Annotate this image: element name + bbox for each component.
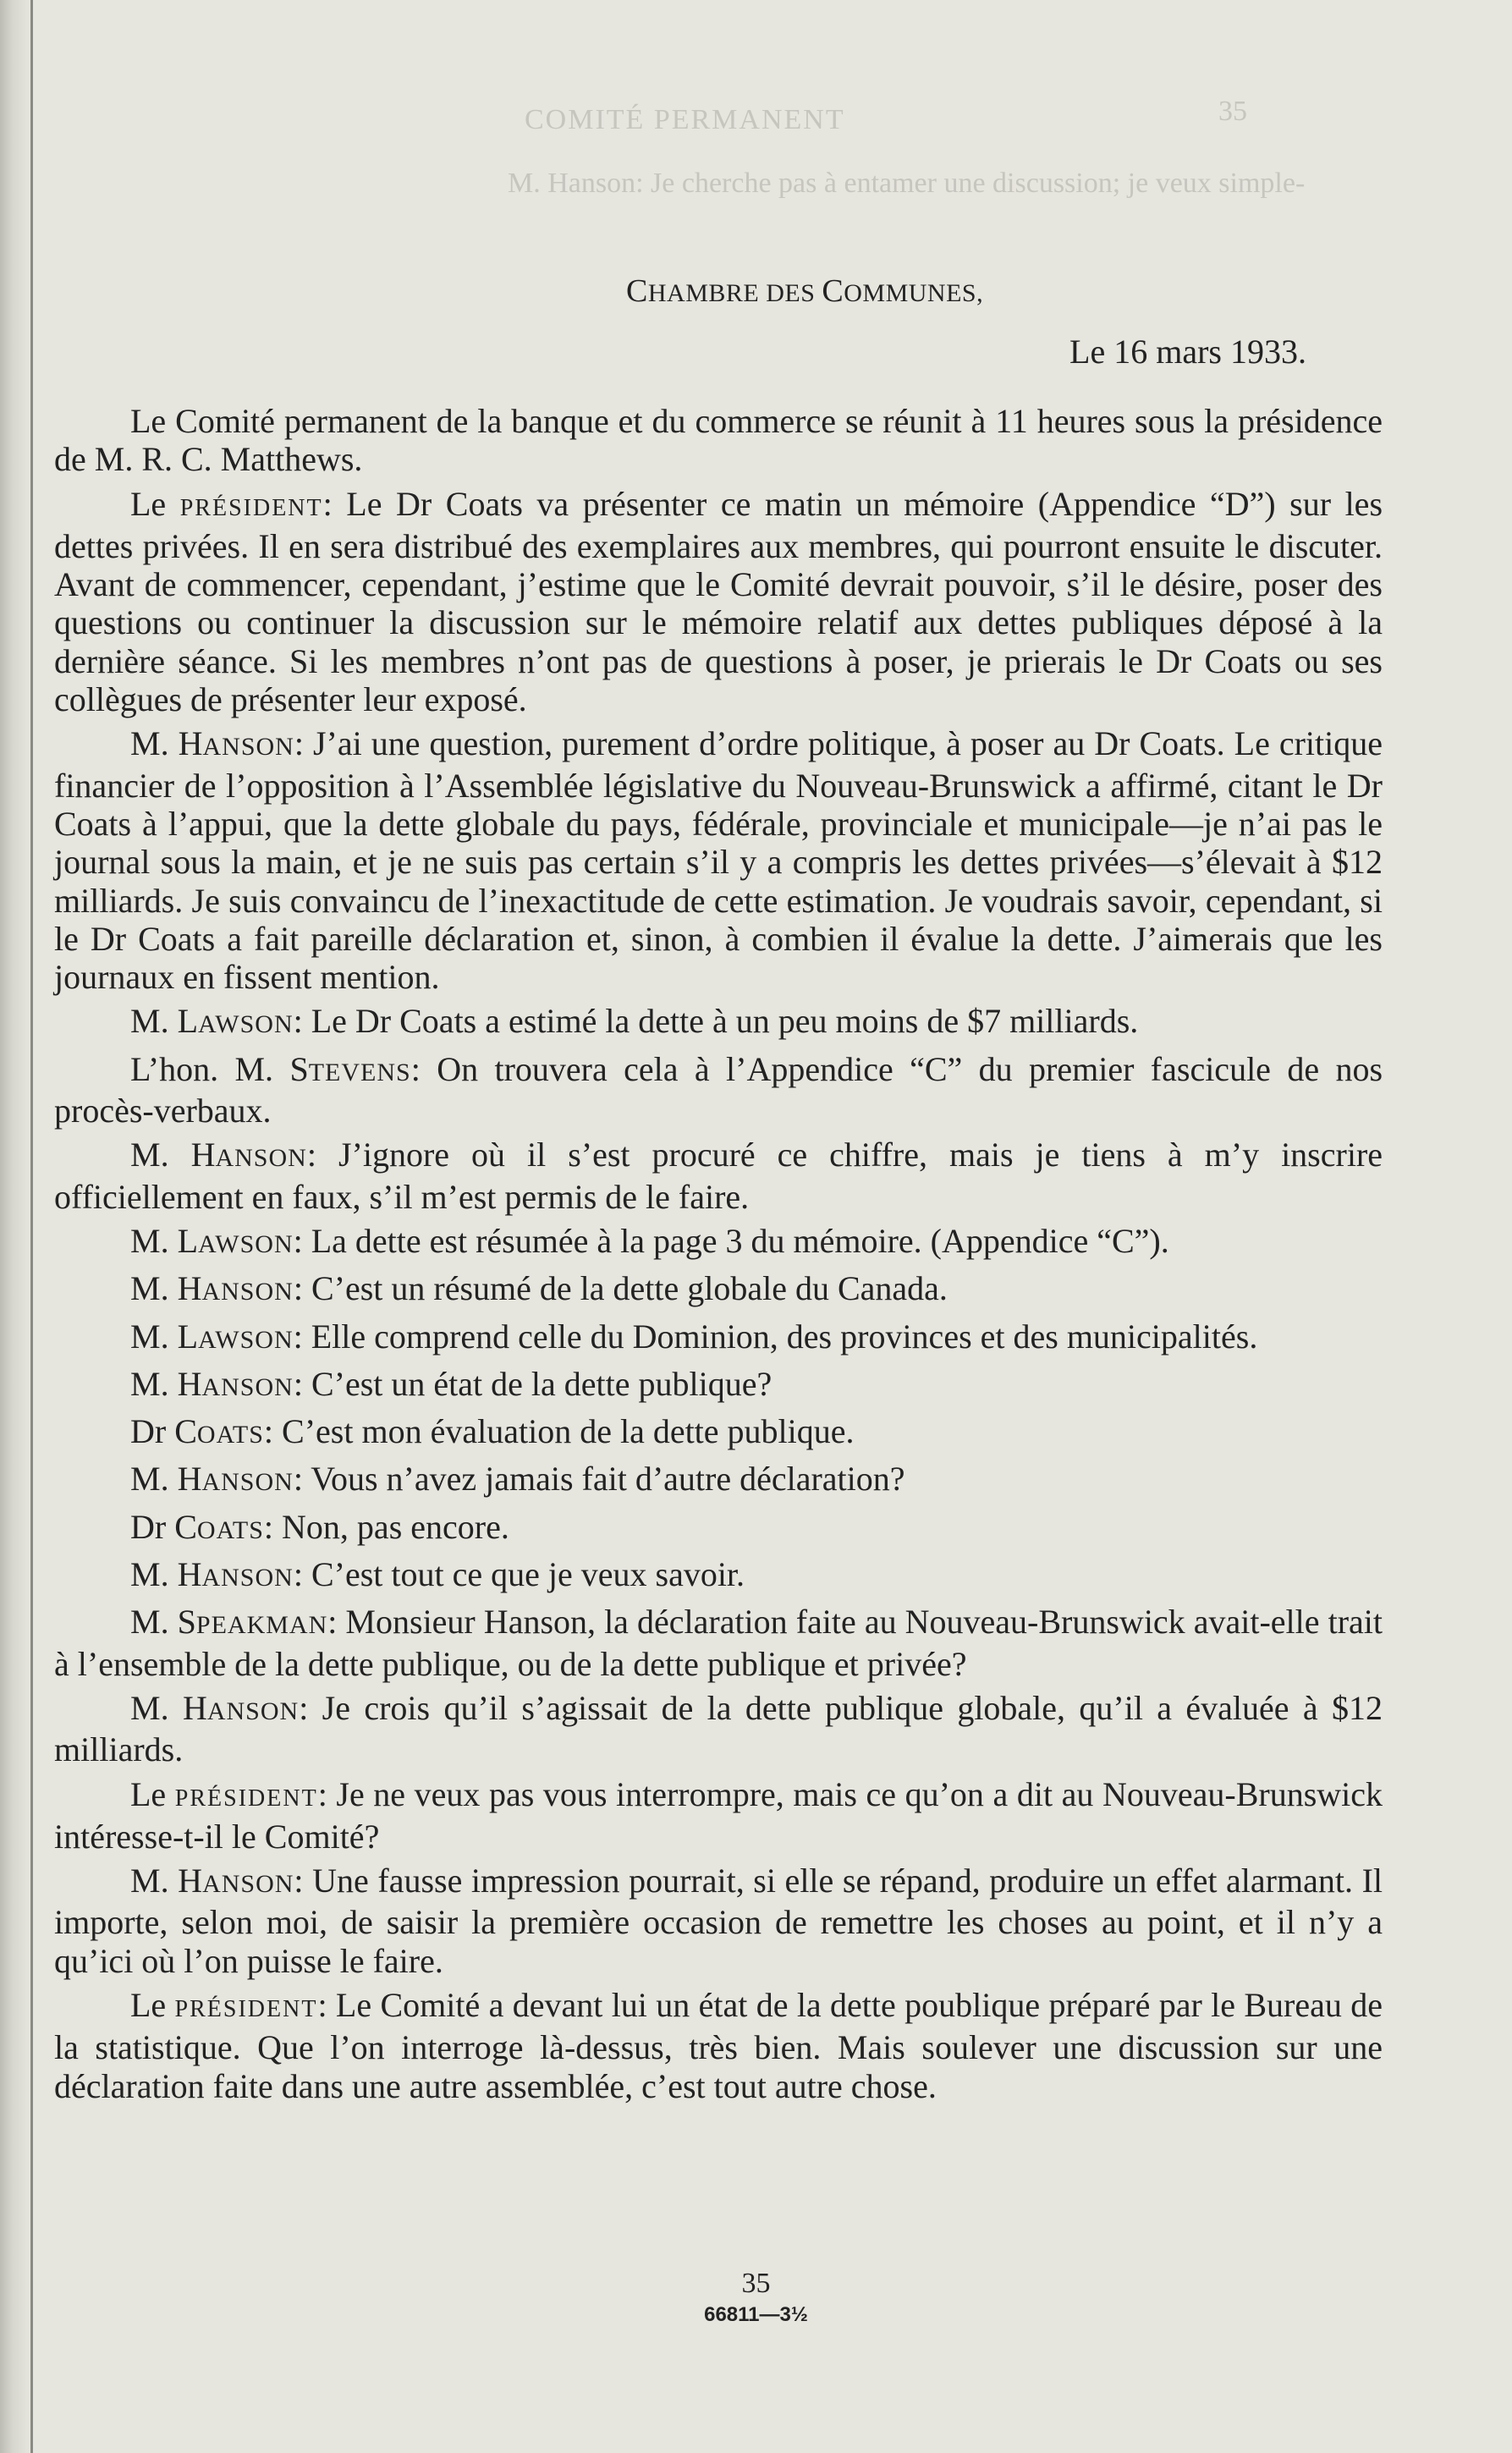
speaker-name: Le PRÉSIDENT:	[130, 484, 333, 523]
speaker-name: M. HANSON:	[130, 724, 304, 763]
bleed-line-1: COMITÉ PERMANENT	[525, 104, 845, 135]
speaker-name: M. LAWSON:	[130, 1002, 303, 1041]
transcript-paragraph	[54, 1136, 1383, 1216]
speaker-name: M. HANSON:	[130, 1460, 303, 1499]
transcript-paragraph	[54, 724, 1383, 996]
transcript-body	[54, 402, 1383, 2111]
transcript-paragraph	[54, 1317, 1383, 1359]
transcript-paragraph	[54, 1050, 1383, 1130]
bleed-line-3: M. Hanson: Je cherche pas à entamer une discussion; je veux simple-	[508, 168, 1306, 199]
speaker-name: M. SPEAKMAN:	[130, 1603, 338, 1642]
heading-rest: HAMBRE DES	[647, 279, 822, 307]
paragraph-text: Monsieur Hanson, la déclaration faite au Nouveau-Brunswick avait-elle trait à l’ensemble de la dette publique, ou de la dette publique et privée?	[54, 1603, 1383, 1683]
paragraph-text: J’ignore où il s’est procuré ce chiffre, mais je tiens à m’y inscrire officiellement en faux, s’il m’est permis de le faire.	[54, 1136, 1383, 1216]
paragraph-text: Le Comité a devant lui un état de la dette poublique préparé par le Bureau de la statistique. Que l’on interroge là-dessus, très bien. Mais soulever une discussion sur une déclaration faite dans une autre assemblée, c’est tout autre chose.	[54, 1985, 1383, 2105]
paragraph-text: La dette est résumée à la page 3 du mémoire. (Appendice “C”).	[302, 1221, 1169, 1260]
speaker-name: M. HANSON:	[130, 1688, 309, 1727]
session-date: Le 16 mars 1933.	[1069, 333, 1306, 371]
paragraph-text: C’est un résumé de la dette globale du Canada.	[302, 1269, 948, 1308]
heading-initial: C	[626, 273, 648, 309]
page-number: 35	[741, 2268, 771, 2299]
speaker-name: Le PRÉSIDENT:	[130, 1774, 327, 1813]
transcript-paragraph	[54, 1603, 1383, 1683]
paragraph-text: C’est tout ce que je veux savoir.	[302, 1555, 745, 1594]
speaker-name: M. HANSON:	[130, 1555, 303, 1594]
bleed-line-2: 35	[1218, 96, 1247, 127]
page-binding-edge	[0, 0, 33, 2453]
speaker-name: M. LAWSON:	[130, 1221, 303, 1260]
transcript-paragraph	[54, 1775, 1383, 1856]
paragraph-text: Non, pas encore.	[273, 1507, 509, 1546]
paragraph-text: C’est mon évaluation de la dette publique.	[273, 1412, 855, 1451]
transcript-paragraph	[54, 485, 1383, 719]
transcript-paragraph	[54, 1222, 1383, 1263]
speaker-name: M. HANSON:	[130, 1364, 303, 1403]
transcript-paragraph	[54, 1365, 1383, 1406]
paragraph-text: C’est un état de la dette publique?	[302, 1364, 772, 1403]
speaker-name: M. HANSON:	[130, 1136, 316, 1174]
transcript-paragraph	[54, 1508, 1383, 1549]
speaker-name: Dr COATS:	[130, 1412, 274, 1451]
speaker-name: L’hon. M. STEVENS:	[130, 1049, 421, 1088]
chamber-heading	[626, 272, 983, 310]
transcript-paragraph	[54, 1986, 1383, 2105]
transcript-paragraph	[54, 1412, 1383, 1454]
paragraph-text: On trouvera cela à l’Appendice “C” du premier fascicule de nos procès-verbaux.	[54, 1049, 1383, 1130]
heading-rest-2: OMMUNES,	[844, 279, 984, 307]
paragraph-text: J’ai une question, purement d’ordre politique, à poser au Dr Coats. Le critique financier de l’opposition à l’Assemblée législative du Nouveau-Brunswick a affirmé, citant le Dr Coats à l’appui, que la dette globale du pays, fédérale, provinciale et municipale—je n’ai pas le journal sous la main, et je ne suis pas certain s’il y a compris les dettes privées—s’élevait à $12 milliards. Je suis convaincu de l’inexactitude de cette estimation. Je voudrais savoir, cependant, si le Dr Coats a fait pareille déclaration et, sinon, à combien il évalue la dette. J’aimerais que les journaux en fissent mention.	[54, 724, 1383, 997]
paragraph-text: Je ne veux pas vous interrompre, mais ce qu’on a dit au Nouveau-Brunswick intéresse-t-il le Comité?	[54, 1774, 1383, 1856]
speaker-name: M. LAWSON:	[130, 1317, 303, 1356]
print-code: 66811—3½	[704, 2303, 808, 2326]
paragraph-text: Une fausse impression pourrait, si elle se répand, produire un effet alarmant. Il importe, selon moi, de saisir la première occasion de remettre les choses au point, et il n’y a qu’ici où l’on puisse le faire.	[54, 1862, 1383, 1980]
paragraph-text: Elle comprend celle du Dominion, des provinces et des municipalités.	[302, 1317, 1258, 1356]
transcript-paragraph	[54, 1460, 1383, 1501]
speaker-name: M. HANSON:	[130, 1269, 303, 1308]
paragraph-text: Le Dr Coats a estimé la dette à un peu moins de $7 milliards.	[302, 1002, 1139, 1041]
speaker-name: Dr COATS:	[130, 1507, 274, 1546]
paragraph-text: Le Comité permanent de la banque et du commerce se réunit à 11 heures sous la présidence de M. R. C. Matthews.	[54, 402, 1383, 479]
speaker-name: M. HANSON:	[130, 1862, 304, 1900]
transcript-paragraph	[54, 402, 1383, 479]
transcript-paragraph	[54, 1269, 1383, 1311]
transcript-paragraph	[54, 1689, 1383, 1769]
paragraph-text: Vous n’avez jamais fait d’autre déclaration?	[302, 1460, 905, 1499]
heading-initial-2: C	[822, 273, 844, 309]
transcript-paragraph	[54, 1555, 1383, 1597]
transcript-paragraph	[54, 1002, 1383, 1043]
speaker-name: Le PRÉSIDENT:	[130, 1985, 327, 2024]
transcript-paragraph	[54, 1862, 1383, 1980]
paragraph-text: Je crois qu’il s’agissait de la dette publique globale, qu’il a évaluée à $12 milliards.	[54, 1688, 1383, 1769]
paragraph-text: Le Dr Coats va présenter ce matin un mémoire (Appendice “D”) sur les dettes privées. Il en sera distribué des exemplaires aux membres, qui pourront ensuite le discuter. Avant de commencer, cependant, j’estime que le Comité devrait pouvoir, s’il le désire, poser des questions ou continuer la discussion sur le mémoire relatif aux dettes publiques déposé à la dernière séance. Si les membres n’ont pas de questions à poser, je prierais le Dr Coats ou ses collègues de présenter leur exposé.	[54, 484, 1383, 719]
